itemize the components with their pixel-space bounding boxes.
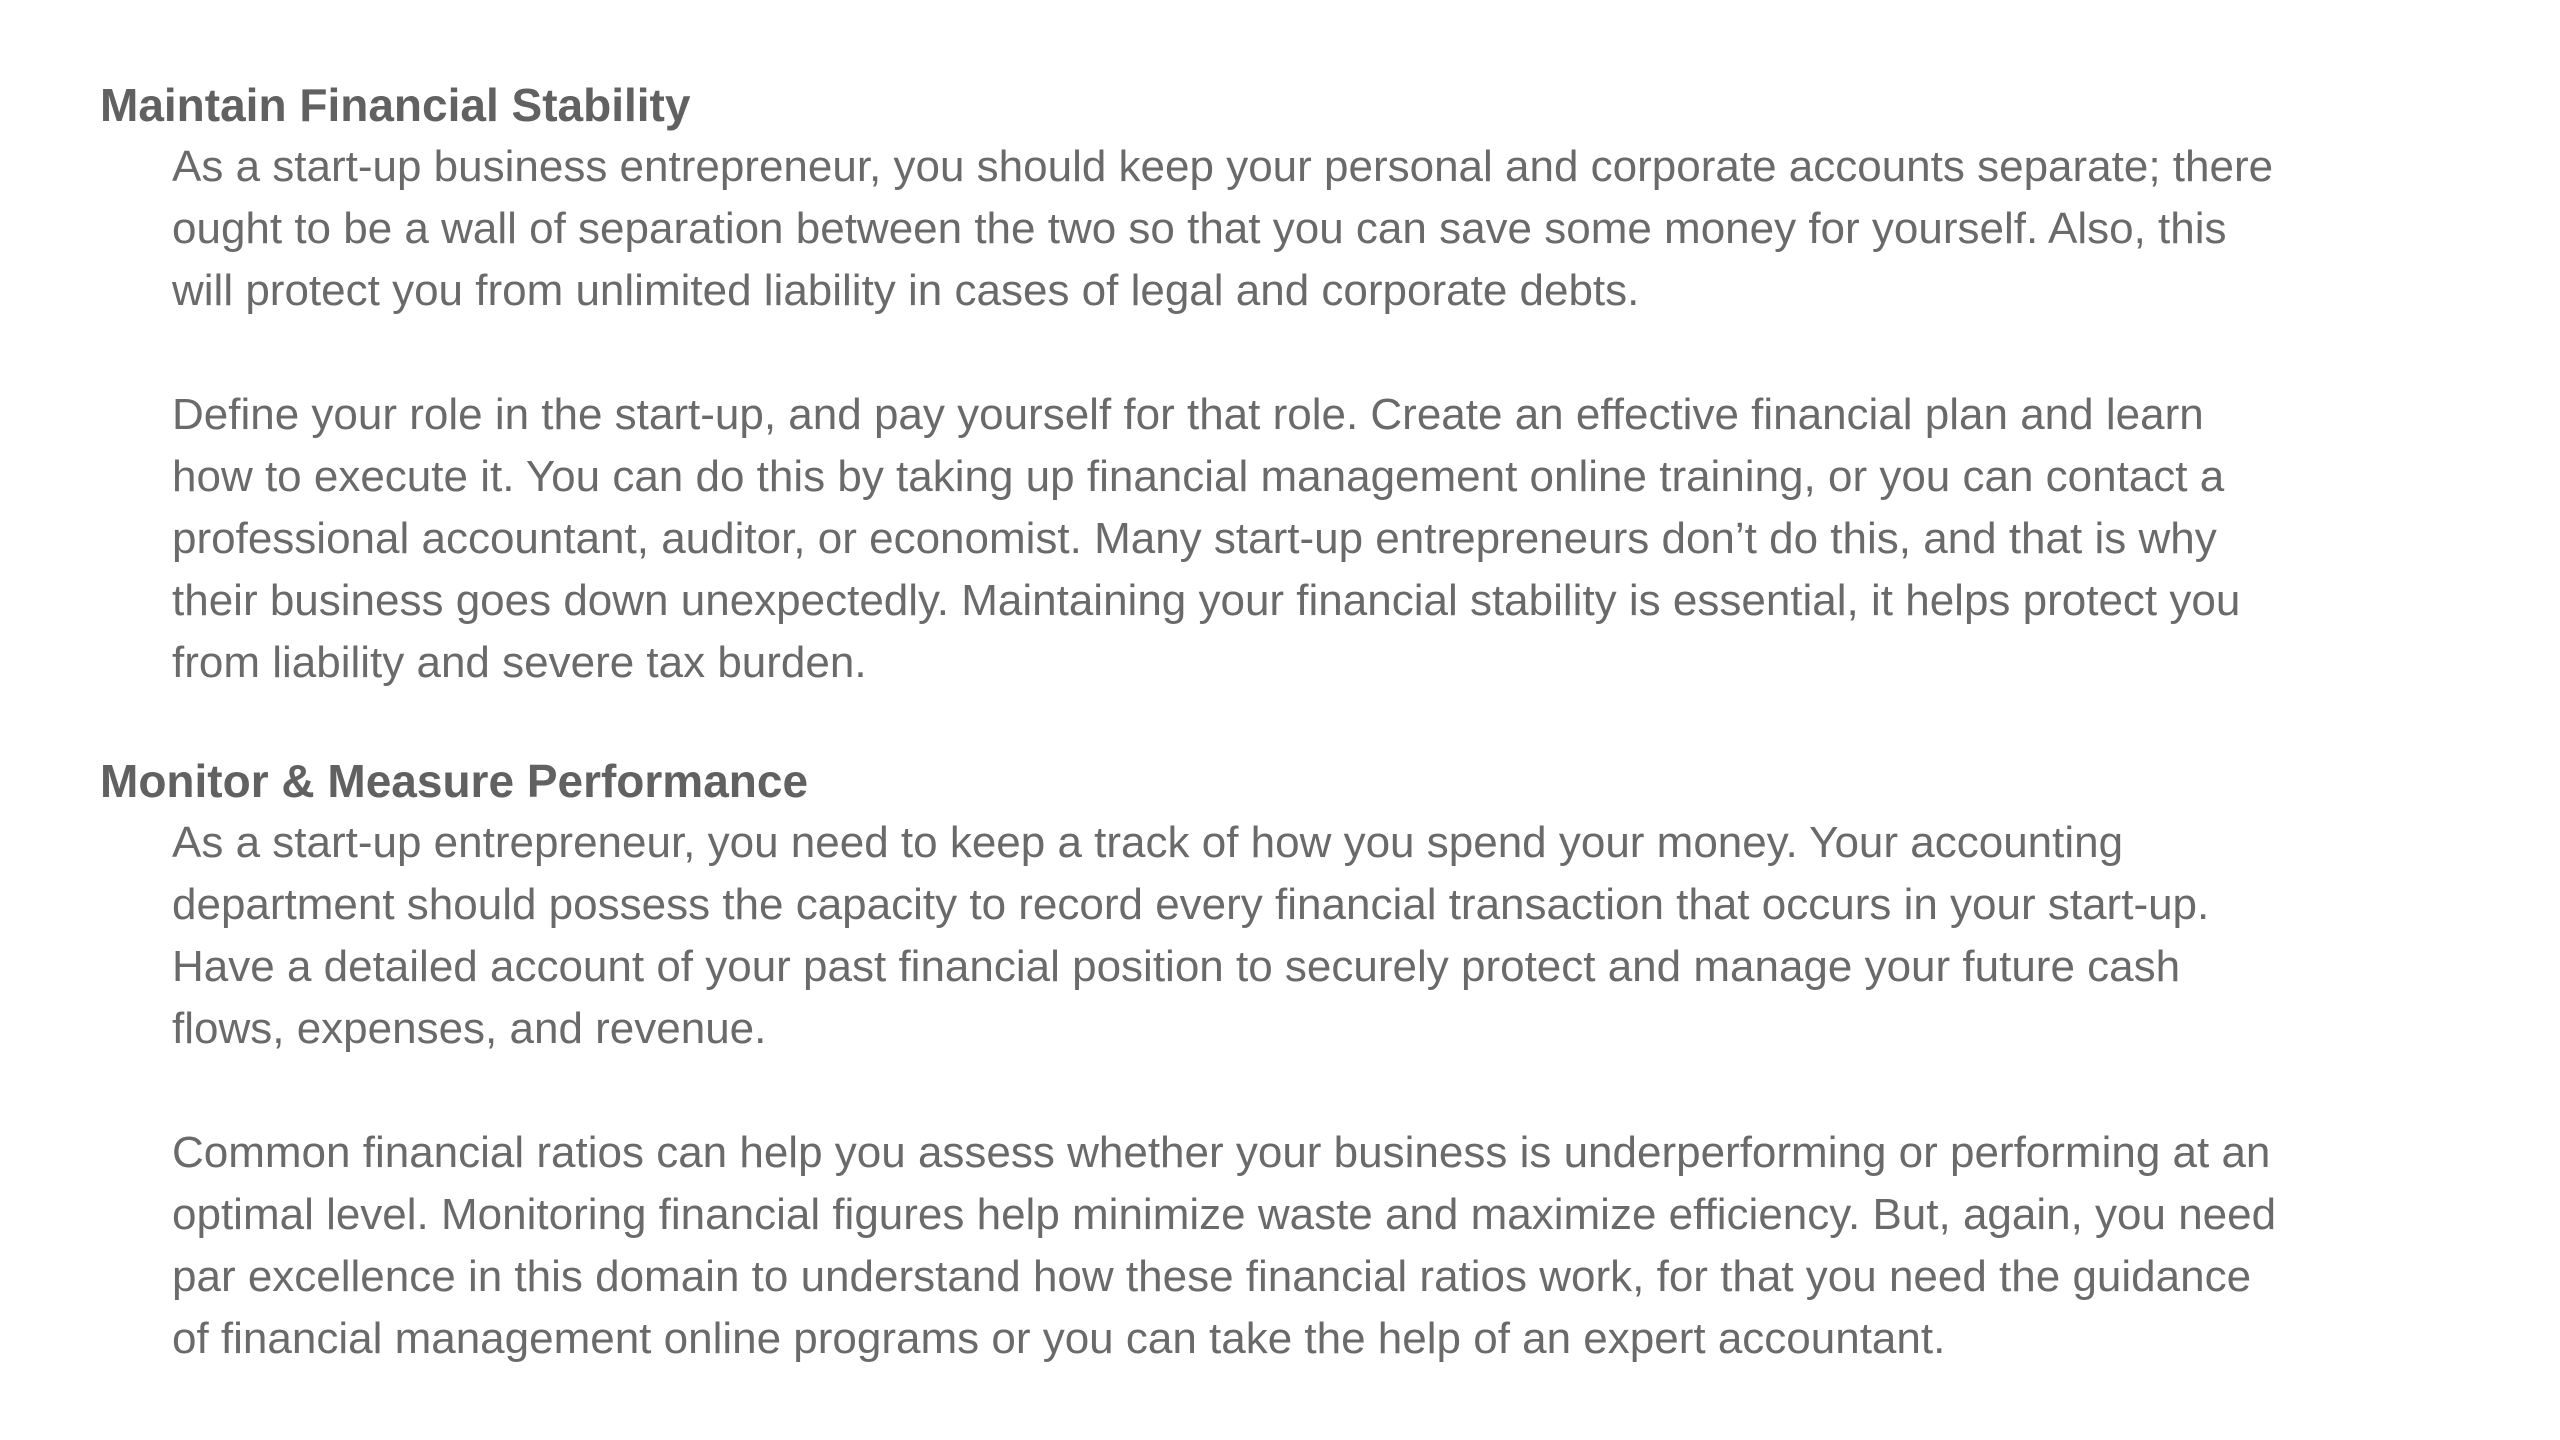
text-line: optimal level. Monitoring financial figures help minimize waste and maximize efficiency. But, again, you need	[172, 1190, 2277, 1239]
text-line: how to execute it. You can do this by taking up financial management online training, or you can contact a	[172, 452, 2225, 501]
paragraph	[172, 812, 2560, 1060]
text-line: Have a detailed account of your past financial position to securely protect and manage your future cash	[172, 942, 2181, 991]
section-maintain-financial-stability	[100, 76, 2500, 694]
text-line: from liability and severe tax burden.	[172, 638, 867, 687]
text-line: professional accountant, auditor, or economist. Many start-up entrepreneurs don’t do this, and that is why	[172, 514, 2217, 563]
text-line: their business goes down unexpectedly. Maintaining your financial stability is essential, it helps protect you	[172, 576, 2241, 625]
text-line: Common financial ratios can help you assess whether your business is underperforming or performing at an	[172, 1128, 2271, 1177]
text-line: Define your role in the start-up, and pay yourself for that role. Create an effective financial plan and learn	[172, 390, 2204, 439]
text-line: As a start-up entrepreneur, you need to keep a track of how you spend your money. Your accounting	[172, 818, 2124, 867]
paragraph	[172, 136, 2560, 322]
text-line: will protect you from unlimited liability in cases of legal and corporate debts.	[172, 266, 1640, 315]
text-line: flows, expenses, and revenue.	[172, 1004, 767, 1053]
section-heading: Maintain Financial Stability	[100, 79, 691, 131]
text-line: ought to be a wall of separation between the two so that you can save some money for yourself. Also, this	[172, 204, 2227, 253]
text-line: department should possess the capacity to record every financial transaction that occurs in your start-up.	[172, 880, 2210, 929]
section-monitor-measure-performance	[100, 752, 2500, 1370]
paragraph	[172, 1122, 2560, 1370]
section-heading: Monitor & Measure Performance	[100, 755, 809, 807]
text-line: As a start-up business entrepreneur, you should keep your personal and corporate accounts separate; there	[172, 142, 2274, 191]
paragraph	[172, 384, 2560, 694]
text-line: of financial management online programs or you can take the help of an expert accountant.	[172, 1314, 1946, 1363]
text-line: par excellence in this domain to understand how these financial ratios work, for that you need the guidance	[172, 1252, 2252, 1301]
